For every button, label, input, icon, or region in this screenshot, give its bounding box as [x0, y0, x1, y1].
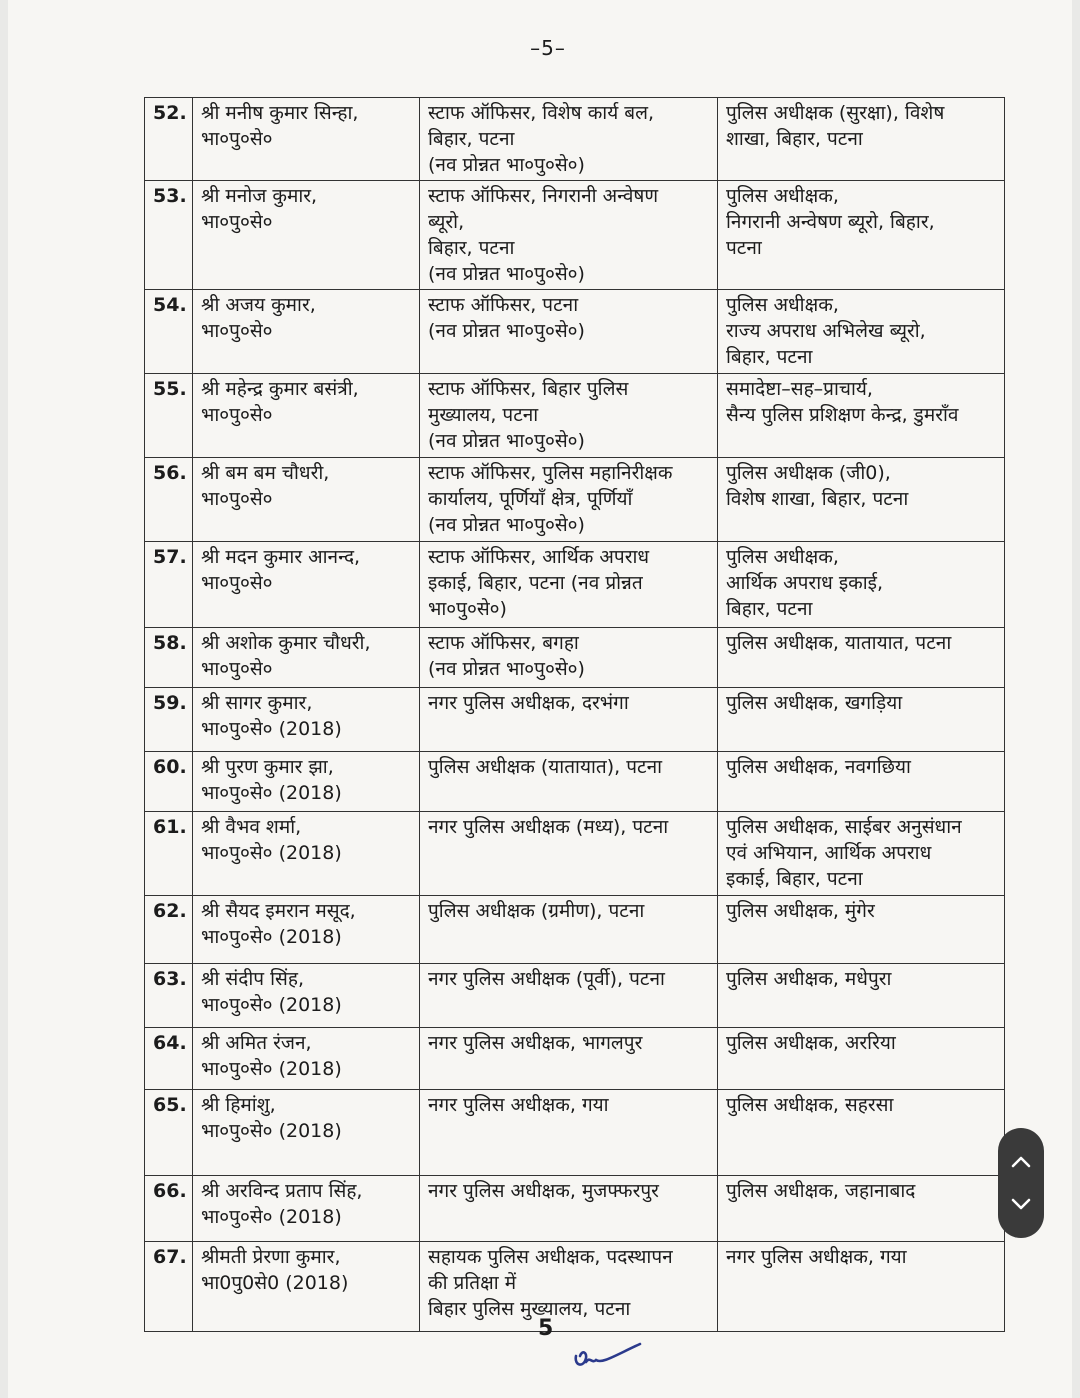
current-posting-cell: स्टाफ ऑफिसर, विशेष कार्य बल, बिहार, पटना (नव प्रोन्नत भा०पु०से०) — [420, 98, 718, 181]
current-posting-cell: पुलिस अधीक्षक (यातायात), पटना — [420, 752, 718, 812]
new-posting-cell: पुलिस अधीक्षक (जी0), विशेष शाखा, बिहार, पटना — [718, 458, 1005, 542]
serial-number-cell: 66. — [145, 1176, 193, 1242]
new-posting-cell: पुलिस अधीक्षक, अररिया — [718, 1028, 1005, 1090]
new-posting-cell: पुलिस अधीक्षक, सहरसा — [718, 1090, 1005, 1176]
page-number-top: –5– — [530, 36, 566, 60]
table-row — [145, 688, 1005, 752]
chevron-up-icon — [1010, 1155, 1032, 1169]
new-posting-cell: समादेष्टा–सह–प्राचार्य, सैन्य पुलिस प्रशिक्षण केन्द्र, डुमराँव — [718, 374, 1005, 458]
current-posting-cell: नगर पुलिस अधीक्षक (पूर्वी), पटना — [420, 964, 718, 1028]
serial-number-cell: 54. — [145, 290, 193, 374]
serial-number-cell: 67. — [145, 1242, 193, 1332]
table-row — [145, 1090, 1005, 1176]
serial-number-cell: 62. — [145, 896, 193, 964]
officer-name-cell: श्री सागर कुमार, भा०पु०से० (2018) — [193, 688, 420, 752]
table-row — [145, 181, 1005, 290]
serial-number-cell: 64. — [145, 1028, 193, 1090]
officer-name-cell: श्री मनोज कुमार, भा०पु०से० — [193, 181, 420, 290]
table-row — [145, 458, 1005, 542]
new-posting-cell: पुलिस अधीक्षक, निगरानी अन्वेषण ब्यूरो, बिहार, पटना — [718, 181, 1005, 290]
new-posting-cell: पुलिस अधीक्षक, खगड़िया — [718, 688, 1005, 752]
officer-name-cell: श्री मदन कुमार आनन्द, भा०पु०से० — [193, 542, 420, 628]
current-posting-cell: स्टाफ ऑफिसर, निगरानी अन्वेषण ब्यूरो, बिहार, पटना (नव प्रोन्नत भा०पु०से०) — [420, 181, 718, 290]
current-posting-cell: स्टाफ ऑफिसर, पटना (नव प्रोन्नत भा०पु०से०) — [420, 290, 718, 374]
current-posting-cell: नगर पुलिस अधीक्षक, मुजफ्फरपुर — [420, 1176, 718, 1242]
table-row — [145, 1242, 1005, 1332]
current-posting-cell: नगर पुलिस अधीक्षक, गया — [420, 1090, 718, 1176]
table-row — [145, 964, 1005, 1028]
new-posting-cell: पुलिस अधीक्षक, यातायात, पटना — [718, 628, 1005, 688]
serial-number-cell: 60. — [145, 752, 193, 812]
officer-name-cell: श्री अजय कुमार, भा०पु०से० — [193, 290, 420, 374]
scroll-control — [998, 1128, 1044, 1238]
chevron-down-icon — [1010, 1197, 1032, 1211]
table-row — [145, 374, 1005, 458]
new-posting-cell: पुलिस अधीक्षक, आर्थिक अपराध इकाई, बिहार, पटना — [718, 542, 1005, 628]
officer-name-cell: श्री पुरण कुमार झा, भा०पु०से० (2018) — [193, 752, 420, 812]
table-row — [145, 812, 1005, 896]
table-row — [145, 542, 1005, 628]
transfer-table — [144, 97, 1005, 1332]
current-posting-cell: स्टाफ ऑफिसर, आर्थिक अपराध इकाई, बिहार, पटना (नव प्रोन्नत भा०पु०से०) — [420, 542, 718, 628]
current-posting-cell: नगर पुलिस अधीक्षक, भागलपुर — [420, 1028, 718, 1090]
officer-name-cell: श्री वैभव शर्मा, भा०पु०से० (2018) — [193, 812, 420, 896]
serial-number-cell: 55. — [145, 374, 193, 458]
new-posting-cell: पुलिस अधीक्षक (सुरक्षा), विशेष शाखा, बिहार, पटना — [718, 98, 1005, 181]
current-posting-cell: पुलिस अधीक्षक (ग्रमीण), पटना — [420, 896, 718, 964]
officer-name-cell: श्री अरविन्द प्रताप सिंह, भा०पु०से० (2018) — [193, 1176, 420, 1242]
serial-number-cell: 63. — [145, 964, 193, 1028]
table-row — [145, 752, 1005, 812]
current-posting-cell: नगर पुलिस अधीक्षक, दरभंगा — [420, 688, 718, 752]
officer-name-cell: श्री अशोक कुमार चौधरी, भा०पु०से० — [193, 628, 420, 688]
current-posting-cell: सहायक पुलिस अधीक्षक, पदस्थापन की प्रतिक्षा में बिहार पुलिस मुख्यालय, पटना — [420, 1242, 718, 1332]
officer-name-cell: श्री बम बम चौधरी, भा०पु०से० — [193, 458, 420, 542]
current-posting-cell: स्टाफ ऑफिसर, बिहार पुलिस मुख्यालय, पटना (नव प्रोन्नत भा०पु०से०) — [420, 374, 718, 458]
new-posting-cell: पुलिस अधीक्षक, राज्य अपराध अभिलेख ब्यूरो, बिहार, पटना — [718, 290, 1005, 374]
document-page — [8, 0, 1072, 1398]
serial-number-cell: 56. — [145, 458, 193, 542]
serial-number-cell: 57. — [145, 542, 193, 628]
officer-name-cell: श्री अमित रंजन, भा०पु०से० (2018) — [193, 1028, 420, 1090]
serial-number-cell: 53. — [145, 181, 193, 290]
scroll-up-button[interactable] — [1005, 1148, 1037, 1176]
new-posting-cell: पुलिस अधीक्षक, मधेपुरा — [718, 964, 1005, 1028]
serial-number-cell: 61. — [145, 812, 193, 896]
page-number-footer: 5 — [538, 1316, 554, 1341]
signature-mark — [570, 1336, 650, 1376]
serial-number-cell: 58. — [145, 628, 193, 688]
current-posting-cell: नगर पुलिस अधीक्षक (मध्य), पटना — [420, 812, 718, 896]
new-posting-cell: पुलिस अधीक्षक, जहानाबाद — [718, 1176, 1005, 1242]
serial-number-cell: 59. — [145, 688, 193, 752]
table-row — [145, 1176, 1005, 1242]
serial-number-cell: 65. — [145, 1090, 193, 1176]
officer-name-cell: श्री हिमांशु, भा०पु०से० (2018) — [193, 1090, 420, 1176]
new-posting-cell: पुलिस अधीक्षक, साईबर अनुसंधान एवं अभियान, आर्थिक अपराध इकाई, बिहार, पटना — [718, 812, 1005, 896]
serial-number-cell: 52. — [145, 98, 193, 181]
scroll-down-button[interactable] — [1005, 1190, 1037, 1218]
table-row — [145, 896, 1005, 964]
current-posting-cell: स्टाफ ऑफिसर, पुलिस महानिरीक्षक कार्यालय, पूर्णियाँ क्षेत्र, पूर्णियाँ (नव प्रोन्नत भा०पु०से०) — [420, 458, 718, 542]
new-posting-cell: पुलिस अधीक्षक, नवगछिया — [718, 752, 1005, 812]
table-row — [145, 628, 1005, 688]
officer-name-cell: श्रीमती प्रेरणा कुमार, भा0पु0से0 (2018) — [193, 1242, 420, 1332]
officer-name-cell: श्री मनीष कुमार सिन्हा, भा०पु०से० — [193, 98, 420, 181]
new-posting-cell: नगर पुलिस अधीक्षक, गया — [718, 1242, 1005, 1332]
officer-name-cell: श्री महेन्द्र कुमार बसंत्री, भा०पु०से० — [193, 374, 420, 458]
table-row — [145, 1028, 1005, 1090]
new-posting-cell: पुलिस अधीक्षक, मुंगेर — [718, 896, 1005, 964]
officer-name-cell: श्री संदीप सिंह, भा०पु०से० (2018) — [193, 964, 420, 1028]
table-row — [145, 98, 1005, 181]
table-row — [145, 290, 1005, 374]
transfer-table-body — [145, 98, 1005, 1332]
current-posting-cell: स्टाफ ऑफिसर, बगहा (नव प्रोन्नत भा०पु०से०) — [420, 628, 718, 688]
officer-name-cell: श्री सैयद इमरान मसूद, भा०पु०से० (2018) — [193, 896, 420, 964]
